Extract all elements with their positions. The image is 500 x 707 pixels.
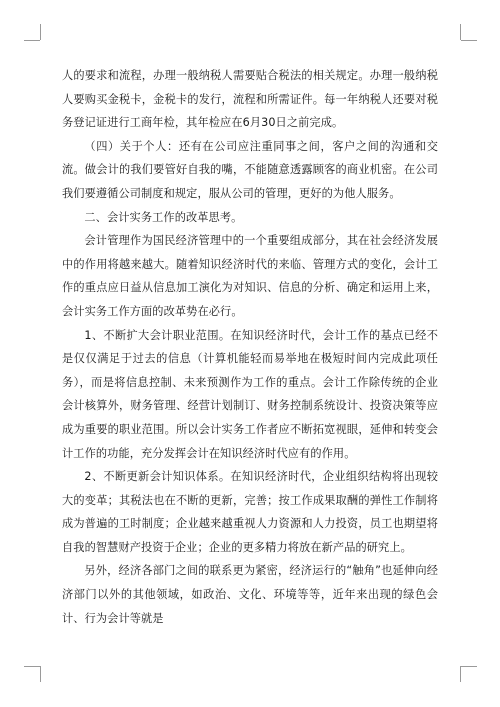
crop-mark-top-left <box>24 40 40 41</box>
paragraph-reform-intro: 会计管理作为国民经济管理中的一个重要组成部分，其在社会经济发展中的作用将越来越大。随着知识经济时代的来临、管理方式的变化，会计工作的重点应日益从信息加工演化为对知识、信息的分析、确定和运用上来，会计实务工作方面的改革势在必行。 <box>62 234 438 318</box>
crop-mark-bottom-right <box>461 666 477 667</box>
crop-mark-bottom-left <box>24 666 40 667</box>
crop-mark-top-left <box>40 24 41 40</box>
crop-mark-top-right <box>461 40 477 41</box>
crop-mark-bottom-left <box>40 666 41 682</box>
paragraph-point-2: 2、不断更新会计知识体系。在知识经济时代，企业组织结构将出现较大的变革；其税法也在不断的更新，完善；按工作成果取酬的弹性工作制将成为普遍的工时制度；企业越来越重视人力资源和人力投资，员工也期望将自我的智慧财产投资于企业；企业的更多精力将放在新产品的研究上。 <box>62 470 438 554</box>
paragraph-point-1: 1、不断扩大会计职业范围。在知识经济时代，会计工作的基点已经不是仅仅满足于过去的信息（计算机能轻而易举地在极短时间内完成此项任务），而是将信息控制、未来预测作为工作的重点。会计工作除传统的企业会计核算外，财务管理、经营计划制订、财务控制系统设计、投资决策等应成为重要的职业范围。所以会计实务工作者应不断拓宽视眼，延伸和转变会计工作的功能，充分发挥会计在知识经济时代应有的作用。 <box>62 328 438 460</box>
paragraph-additional: 另外，经济各部门之间的联系更为紧密，经济运行的“触角”也延伸向经济部门以外的其他领域，如政治、文化、环境等等，近年来出现的绿色会计、行为会计等就是 <box>62 564 438 625</box>
section-heading: 二、会计实务工作的改革思考。 <box>84 210 243 224</box>
paragraph-personal: （四）关于个人：还有在公司应注重同事之间，客户之间的沟通和交流。做会计的我们要管好自我的嘴，不能随意透露顾客的商业机密。在公司我们要遵循公司制度和规定，服从公司的管理，更好的为他人服务。 <box>62 139 438 200</box>
crop-mark-bottom-right <box>460 666 461 682</box>
paragraph-continued: 人的要求和流程，办理一般纳税人需要贴合税法的相关规定。办理一般纳税人要购买金税卡，金税卡的发行，流程和所需证件。每一年纳税人还要对税务登记证进行工商年检，其年检应在6月30日之前完成。 <box>62 69 438 130</box>
crop-mark-top-right <box>460 24 461 40</box>
document-body <box>62 64 438 630</box>
